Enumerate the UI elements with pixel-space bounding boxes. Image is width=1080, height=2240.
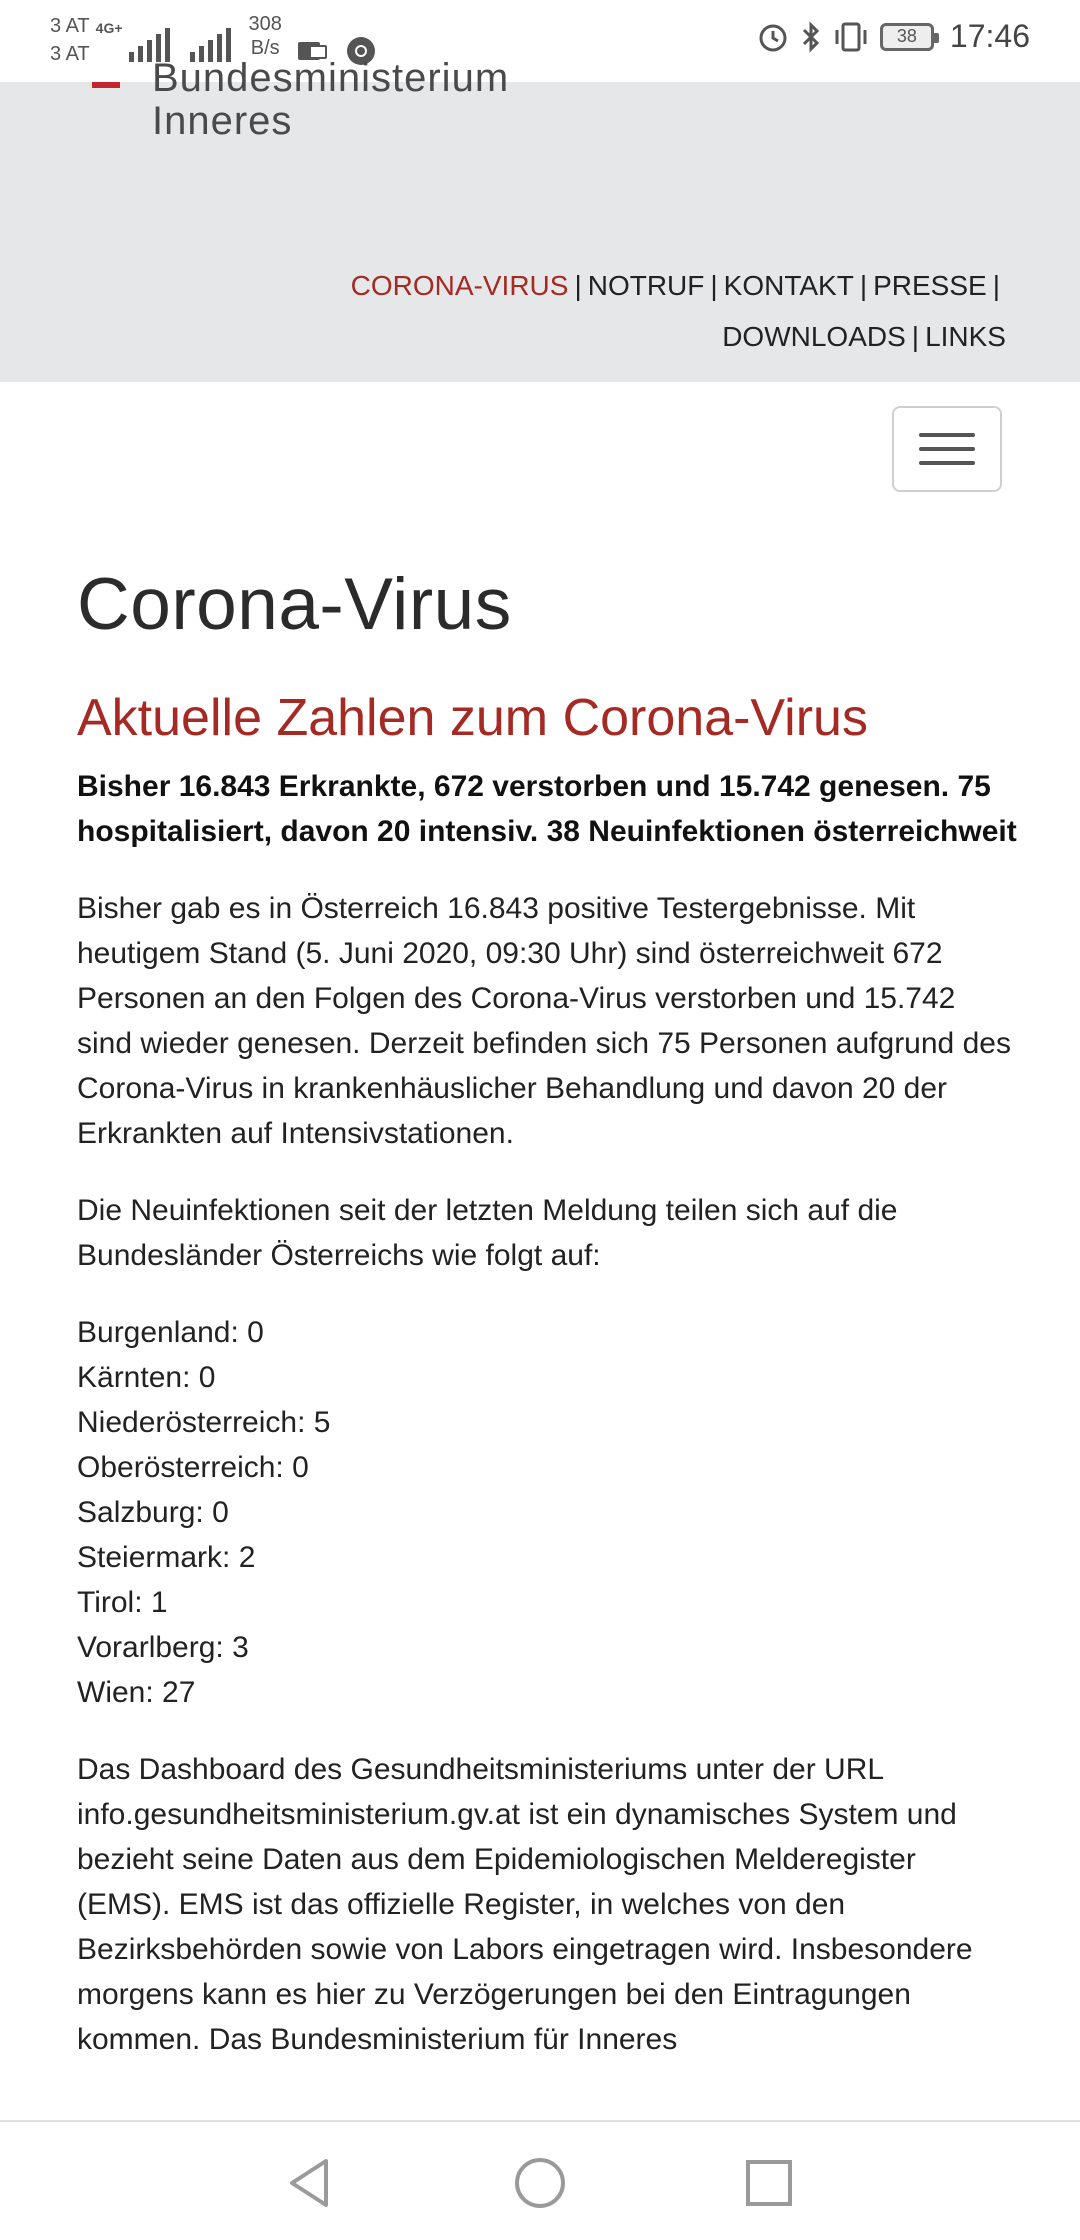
home-button[interactable] bbox=[505, 2148, 575, 2218]
system-navigation-bar bbox=[0, 2120, 1080, 2240]
menu-bar-icon bbox=[919, 461, 975, 465]
article-content bbox=[77, 560, 1017, 2094]
carrier-top: 3 AT bbox=[50, 15, 90, 37]
paragraph-dashboard: Das Dashboard des Gesundheitsministeriums unter der URL info.gesundheitsministerium.gv.at ist ein dynamisches System und bezieht seine Daten aus dem Epidemiologischen Melderegister (EMS). EMS ist das offizielle Register, in welches von den Bezirksbehörden sowie von Labors eingetragen wird. Insbesondere morgens kann es hier zu Verzögerungen bei den Eintragungen kommen. Das Bundesministerium für Inneres bbox=[77, 1753, 973, 2056]
list-item: Niederösterreich: 5 bbox=[77, 1406, 331, 1439]
nav-link-notruf[interactable]: NOTRUF bbox=[587, 270, 705, 301]
alarm-icon bbox=[756, 20, 790, 54]
top-navigation bbox=[306, 260, 1006, 362]
lead-summary: Bisher 16.843 Erkrankte, 672 verstorben und 15.742 genesen. 75 hospitalisiert, davon 20 intensiv. 38 Neuinfektionen österreichweit bbox=[77, 770, 1017, 848]
list-item: Vorarlberg: 3 bbox=[77, 1631, 249, 1664]
state-infections-list bbox=[77, 1310, 1017, 1715]
nav-separator: | bbox=[992, 270, 1000, 301]
back-button[interactable] bbox=[274, 2148, 344, 2218]
battery-level: 38 bbox=[896, 26, 917, 46]
section-title: Aktuelle Zahlen zum Corona-Virus bbox=[77, 689, 868, 747]
logo-text-line1[interactable]: Bundesministerium bbox=[152, 56, 510, 100]
paragraph-intro-states: Die Neuinfektionen seit der letzten Meldung teilen sich auf die Bundesländer Österreichs wie folgt auf: bbox=[77, 1194, 898, 1272]
site-header bbox=[0, 56, 1080, 382]
nav-link-presse[interactable]: PRESSE bbox=[873, 270, 987, 301]
nav-separator: | bbox=[710, 270, 718, 301]
nav-separator: | bbox=[574, 270, 582, 301]
bluetooth-icon bbox=[800, 20, 822, 54]
logo-text-line2[interactable]: Inneres bbox=[152, 99, 293, 143]
battery-icon bbox=[880, 23, 934, 51]
nav-link-corona-virus[interactable]: CORONA-VIRUS bbox=[350, 270, 569, 301]
vibrate-icon bbox=[832, 20, 870, 54]
paragraph-stats: Bisher gab es in Österreich 16.843 positive Testergebnisse. Mit heutigem Stand (5. Juni 2020, 09:30 Uhr) sind österreichweit 672 Personen an den Folgen des Corona-Virus verstorben und 15.742 sind wieder genesen. Derzeit befinden sich 75 Personen aufgrund des Corona-Virus in krankenhäuslicher Behandlung und davon 20 der Erkrankten auf Intensivstationen. bbox=[77, 892, 1011, 1150]
nav-link-downloads[interactable]: DOWNLOADS bbox=[722, 321, 906, 352]
list-item: Steiermark: 2 bbox=[77, 1541, 256, 1574]
menu-bar-icon bbox=[919, 433, 975, 437]
nav-link-links[interactable]: LINKS bbox=[925, 321, 1006, 352]
home-circle-icon bbox=[512, 2155, 568, 2211]
clock: 17:46 bbox=[949, 18, 1030, 54]
network-type: 4G+ bbox=[95, 20, 123, 36]
list-item: Kärnten: 0 bbox=[77, 1361, 216, 1394]
menu-bar-icon bbox=[919, 447, 975, 451]
nav-link-kontakt[interactable]: KONTAKT bbox=[723, 270, 854, 301]
logo-mark bbox=[92, 82, 120, 88]
recents-square-icon bbox=[743, 2157, 795, 2209]
nav-separator: | bbox=[911, 321, 920, 352]
list-item: Salzburg: 0 bbox=[77, 1496, 229, 1529]
speed-unit: B/s bbox=[250, 37, 280, 59]
list-item: Tirol: 1 bbox=[77, 1586, 168, 1619]
network-speed bbox=[249, 12, 282, 60]
nav-separator: | bbox=[859, 270, 868, 301]
carrier-bottom: 3 AT bbox=[50, 43, 90, 65]
status-right bbox=[756, 18, 1030, 55]
page-title: Corona-Virus bbox=[77, 564, 512, 645]
list-item: Burgenland: 0 bbox=[77, 1316, 264, 1349]
hamburger-menu-button[interactable] bbox=[892, 406, 1002, 492]
list-item: Oberösterreich: 0 bbox=[77, 1451, 309, 1484]
speed-value: 308 bbox=[248, 13, 282, 35]
back-triangle-icon bbox=[284, 2155, 334, 2211]
recents-button[interactable] bbox=[734, 2148, 804, 2218]
carrier-labels bbox=[50, 12, 90, 68]
list-item: Wien: 27 bbox=[77, 1676, 196, 1709]
